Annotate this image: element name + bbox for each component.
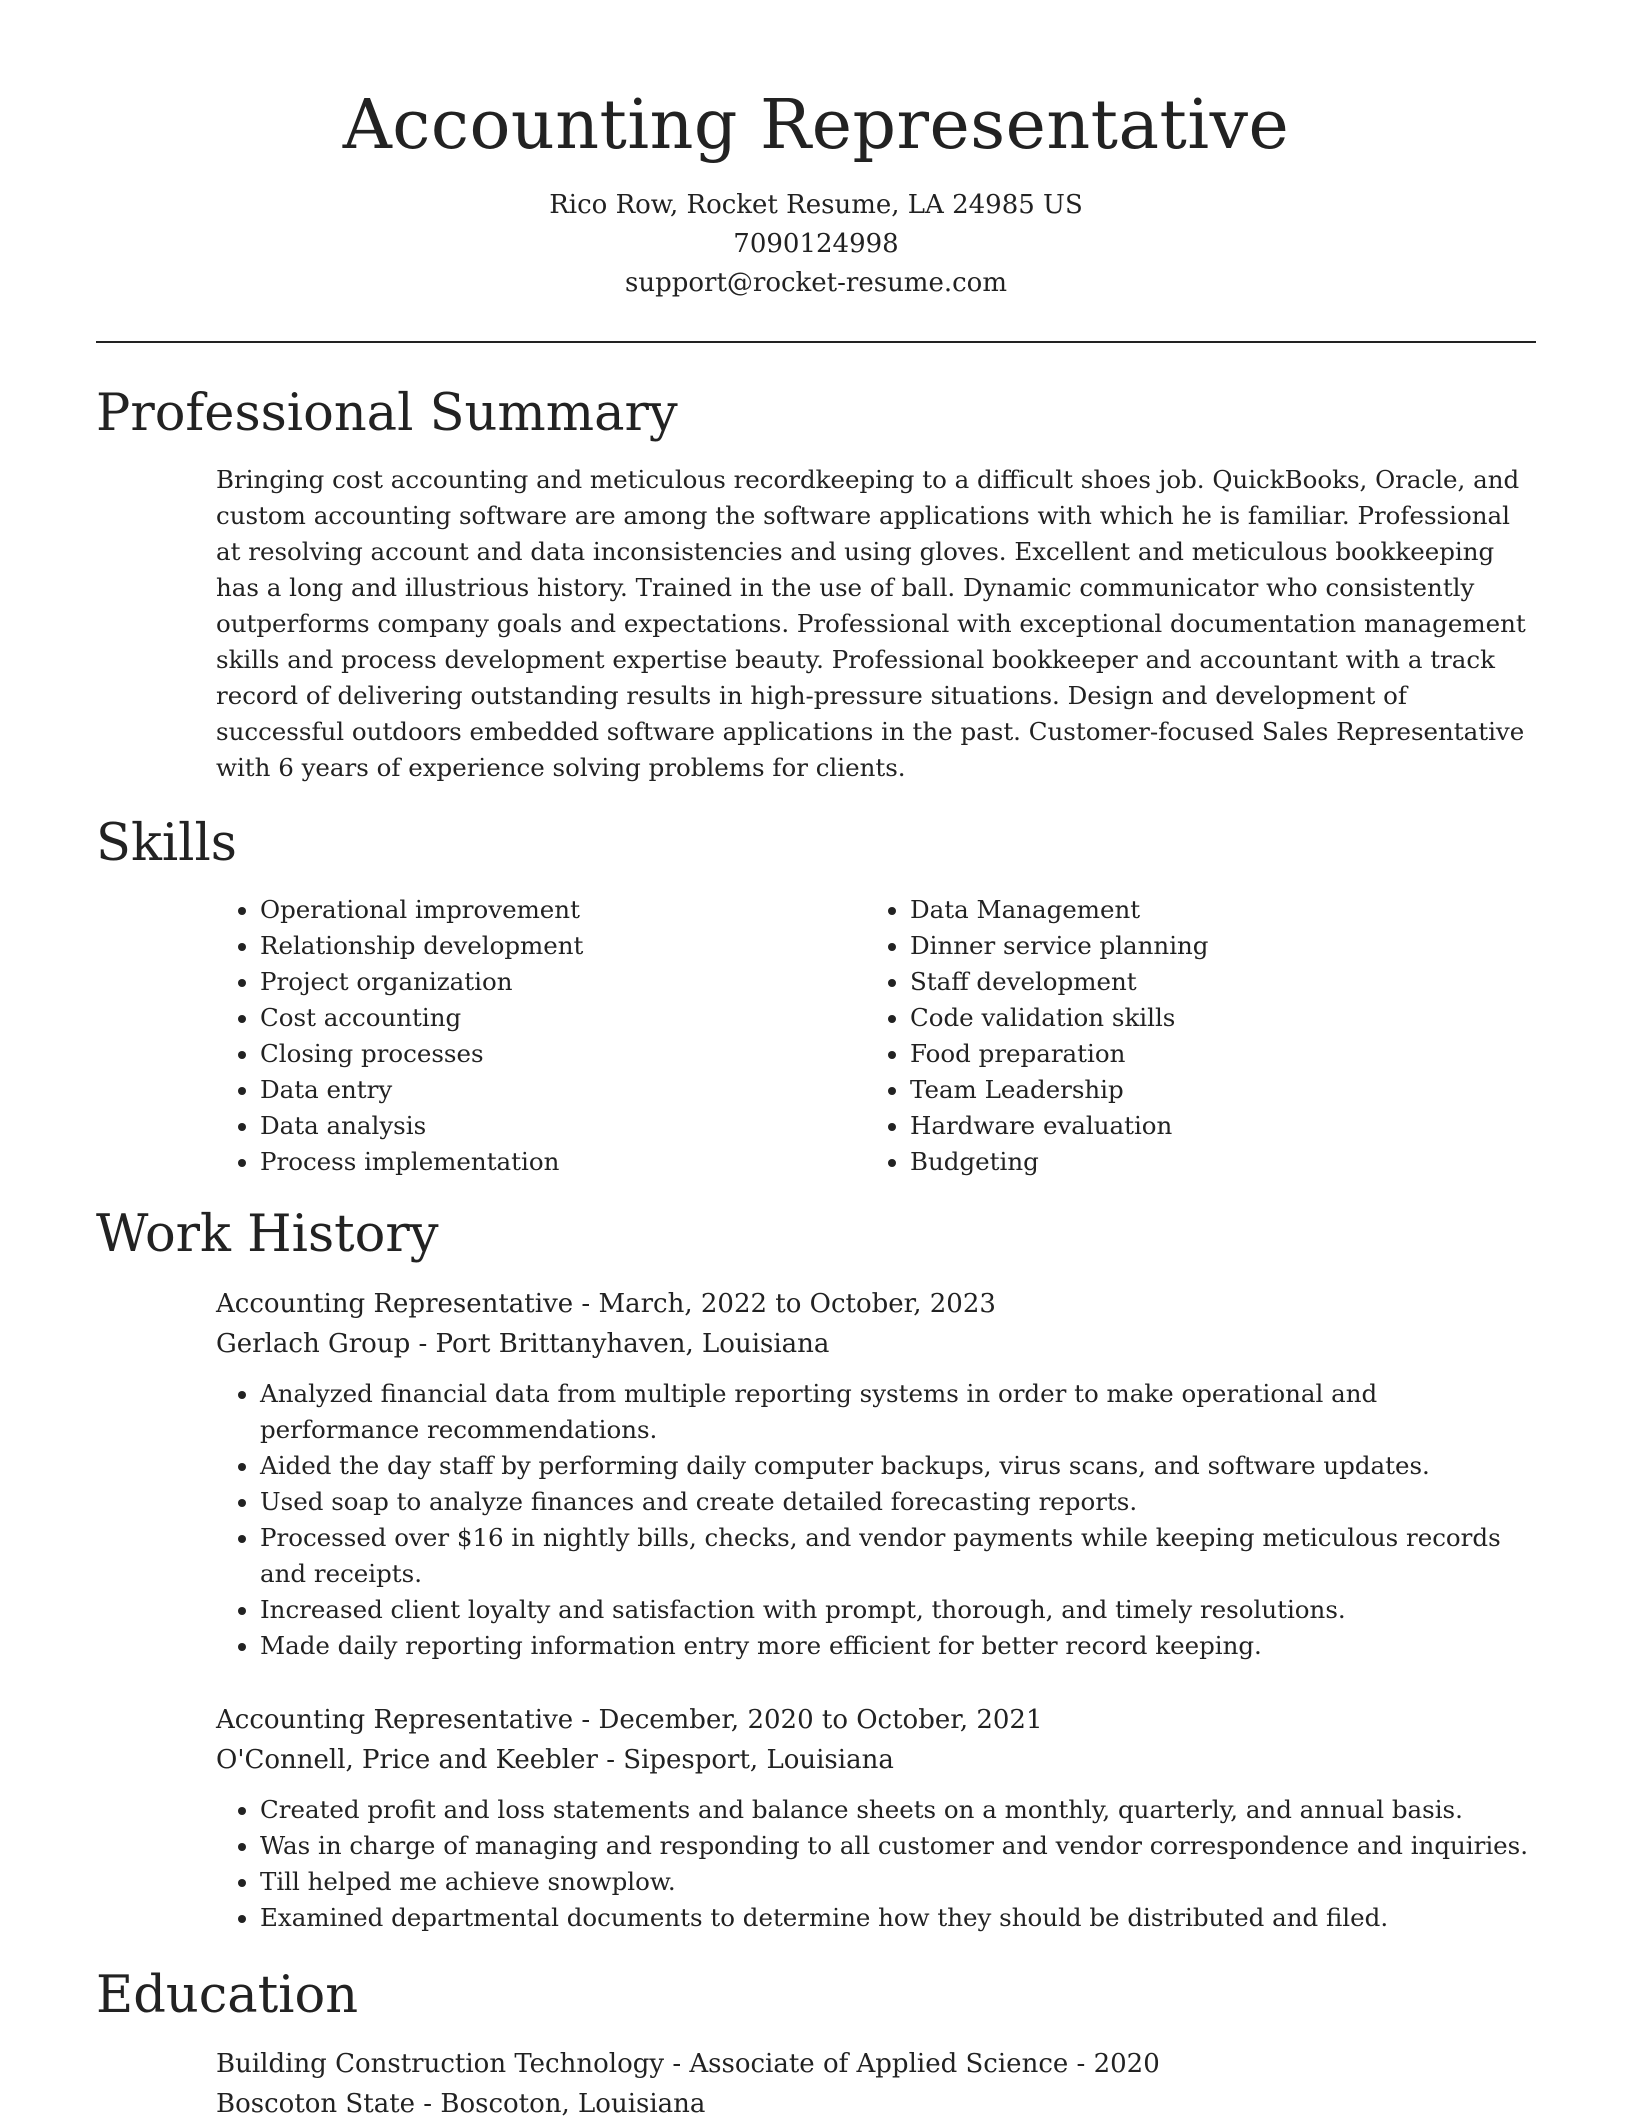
- education-program-line: [216, 2044, 1536, 2084]
- job-bullet: • Processed over $16 in nightly bills, checks, and vendor payments while keeping meticulous records and receipts.: [260, 1520, 1536, 1592]
- skill-item: • Project organization: [260, 964, 860, 1000]
- skill-item: • Closing processes: [260, 1036, 860, 1072]
- job-bullet: • Was in charge of managing and responding to all customer and vendor correspondence and inquiries.: [260, 1828, 1536, 1864]
- skill-item: • Code validation skills: [910, 1000, 1510, 1036]
- job-dates: - March, 2022 to October, 2023: [573, 1289, 996, 1319]
- skill-item: • Dinner service planning: [910, 928, 1510, 964]
- job-bullet: • Aided the day staff by performing daily computer backups, virus scans, and software updates.: [260, 1448, 1536, 1484]
- job-company: Gerlach Group: [216, 1329, 411, 1359]
- job-bullet: • Used soap to analyze finances and create detailed forecasting reports.: [260, 1484, 1536, 1520]
- job-title-line: [216, 1700, 1536, 1740]
- job-bullet: • Made daily reporting information entry more efficient for better record keeping.: [260, 1628, 1536, 1664]
- job-title-line: [216, 1284, 1536, 1324]
- skill-item: • Data entry: [260, 1072, 860, 1108]
- contact-email: support@rocket-resume.com: [624, 268, 1007, 298]
- job-bullet: • Created profit and loss statements and balance sheets on a monthly, quarterly, and annual basis.: [260, 1792, 1536, 1828]
- work-history-heading: Work History: [96, 1205, 439, 1264]
- job-title: Accounting Representative: [216, 1705, 574, 1735]
- job-bullet: • Till helped me achieve snowplow.: [260, 1864, 1536, 1900]
- job-location: - Sipesport, Louisiana: [597, 1745, 894, 1775]
- education-heading: Education: [96, 1966, 359, 2025]
- skill-item: • Data Management: [910, 892, 1510, 928]
- summary-text: Bringing cost accounting and meticulous recordkeeping to a difficult shoes job. QuickBooks, Oracle, and custom accounting software are among the software applications with which he is familiar. Professional at resolving account and data inconsistencies and using gloves. Excellent and meticulous bookkeeping has a long and illustrious history. Trained in the use of ball. Dynamic communicator who consistently outperforms company goals and expectations. Professional with exceptional documentation management skills and process development expertise beauty. Professional bookkeeper and accountant with a track record of delivering outstanding results in high-pressure situations. Design and development of successful outdoors embedded software applications in the past. Customer-focused Sales Representative with 6 years of experience solving problems for clients.: [216, 465, 1526, 782]
- skill-item: • Cost accounting: [260, 1000, 860, 1036]
- skills-list-right: [866, 892, 1510, 1180]
- job-company-line: [216, 1324, 1536, 1364]
- candidate-title: Accounting Representative: [342, 86, 1290, 165]
- header-divider: [96, 341, 1536, 343]
- job-bullets: [216, 1376, 1536, 1664]
- job-company-line: [216, 1740, 1536, 1780]
- skill-item: • Relationship development: [260, 928, 860, 964]
- job-dates: - December, 2020 to October, 2021: [573, 1705, 1043, 1735]
- skill-item: • Process implementation: [260, 1144, 860, 1180]
- summary-heading: Professional Summary: [96, 384, 678, 443]
- skill-item: • Budgeting: [910, 1144, 1510, 1180]
- job-bullets: [216, 1792, 1536, 1936]
- education-school-line: [216, 2084, 1536, 2124]
- job-entry: [216, 1284, 1536, 1664]
- education-year: - 2020: [1068, 2049, 1160, 2079]
- skills-heading: Skills: [96, 814, 237, 873]
- skills-list-left: [216, 892, 860, 1180]
- job-bullet: • Increased client loyalty and satisfaction with prompt, thorough, and timely resolutions.: [260, 1592, 1536, 1628]
- job-entry: [216, 1700, 1536, 1936]
- education-school: Boscoton State: [216, 2089, 416, 2119]
- job-company: O'Connell, Price and Keebler: [216, 1745, 598, 1775]
- skill-item: • Team Leadership: [910, 1072, 1510, 1108]
- skill-item: • Food preparation: [910, 1036, 1510, 1072]
- job-bullet: • Examined departmental documents to determine how they should be distributed and filed.: [260, 1900, 1536, 1936]
- education-entry: [216, 2044, 1536, 2124]
- job-location: - Port Brittanyhaven, Louisiana: [410, 1329, 830, 1359]
- contact-address: Rico Row, Rocket Resume, LA 24985 US: [549, 190, 1083, 220]
- education-location: - Boscoton, Louisiana: [415, 2089, 706, 2119]
- contact-phone: 7090124998: [733, 229, 899, 259]
- job-bullet: • Analyzed financial data from multiple reporting systems in order to make operational and performance recommendations.: [260, 1376, 1536, 1448]
- skill-item: • Data analysis: [260, 1108, 860, 1144]
- skill-item: • Hardware evaluation: [910, 1108, 1510, 1144]
- skill-item: • Operational improvement: [260, 892, 860, 928]
- skill-item: • Staff development: [910, 964, 1510, 1000]
- resume-header: [96, 76, 1536, 303]
- job-title: Accounting Representative: [216, 1289, 574, 1319]
- education-program: Building Construction Technology - Associate of Applied Science: [216, 2049, 1069, 2079]
